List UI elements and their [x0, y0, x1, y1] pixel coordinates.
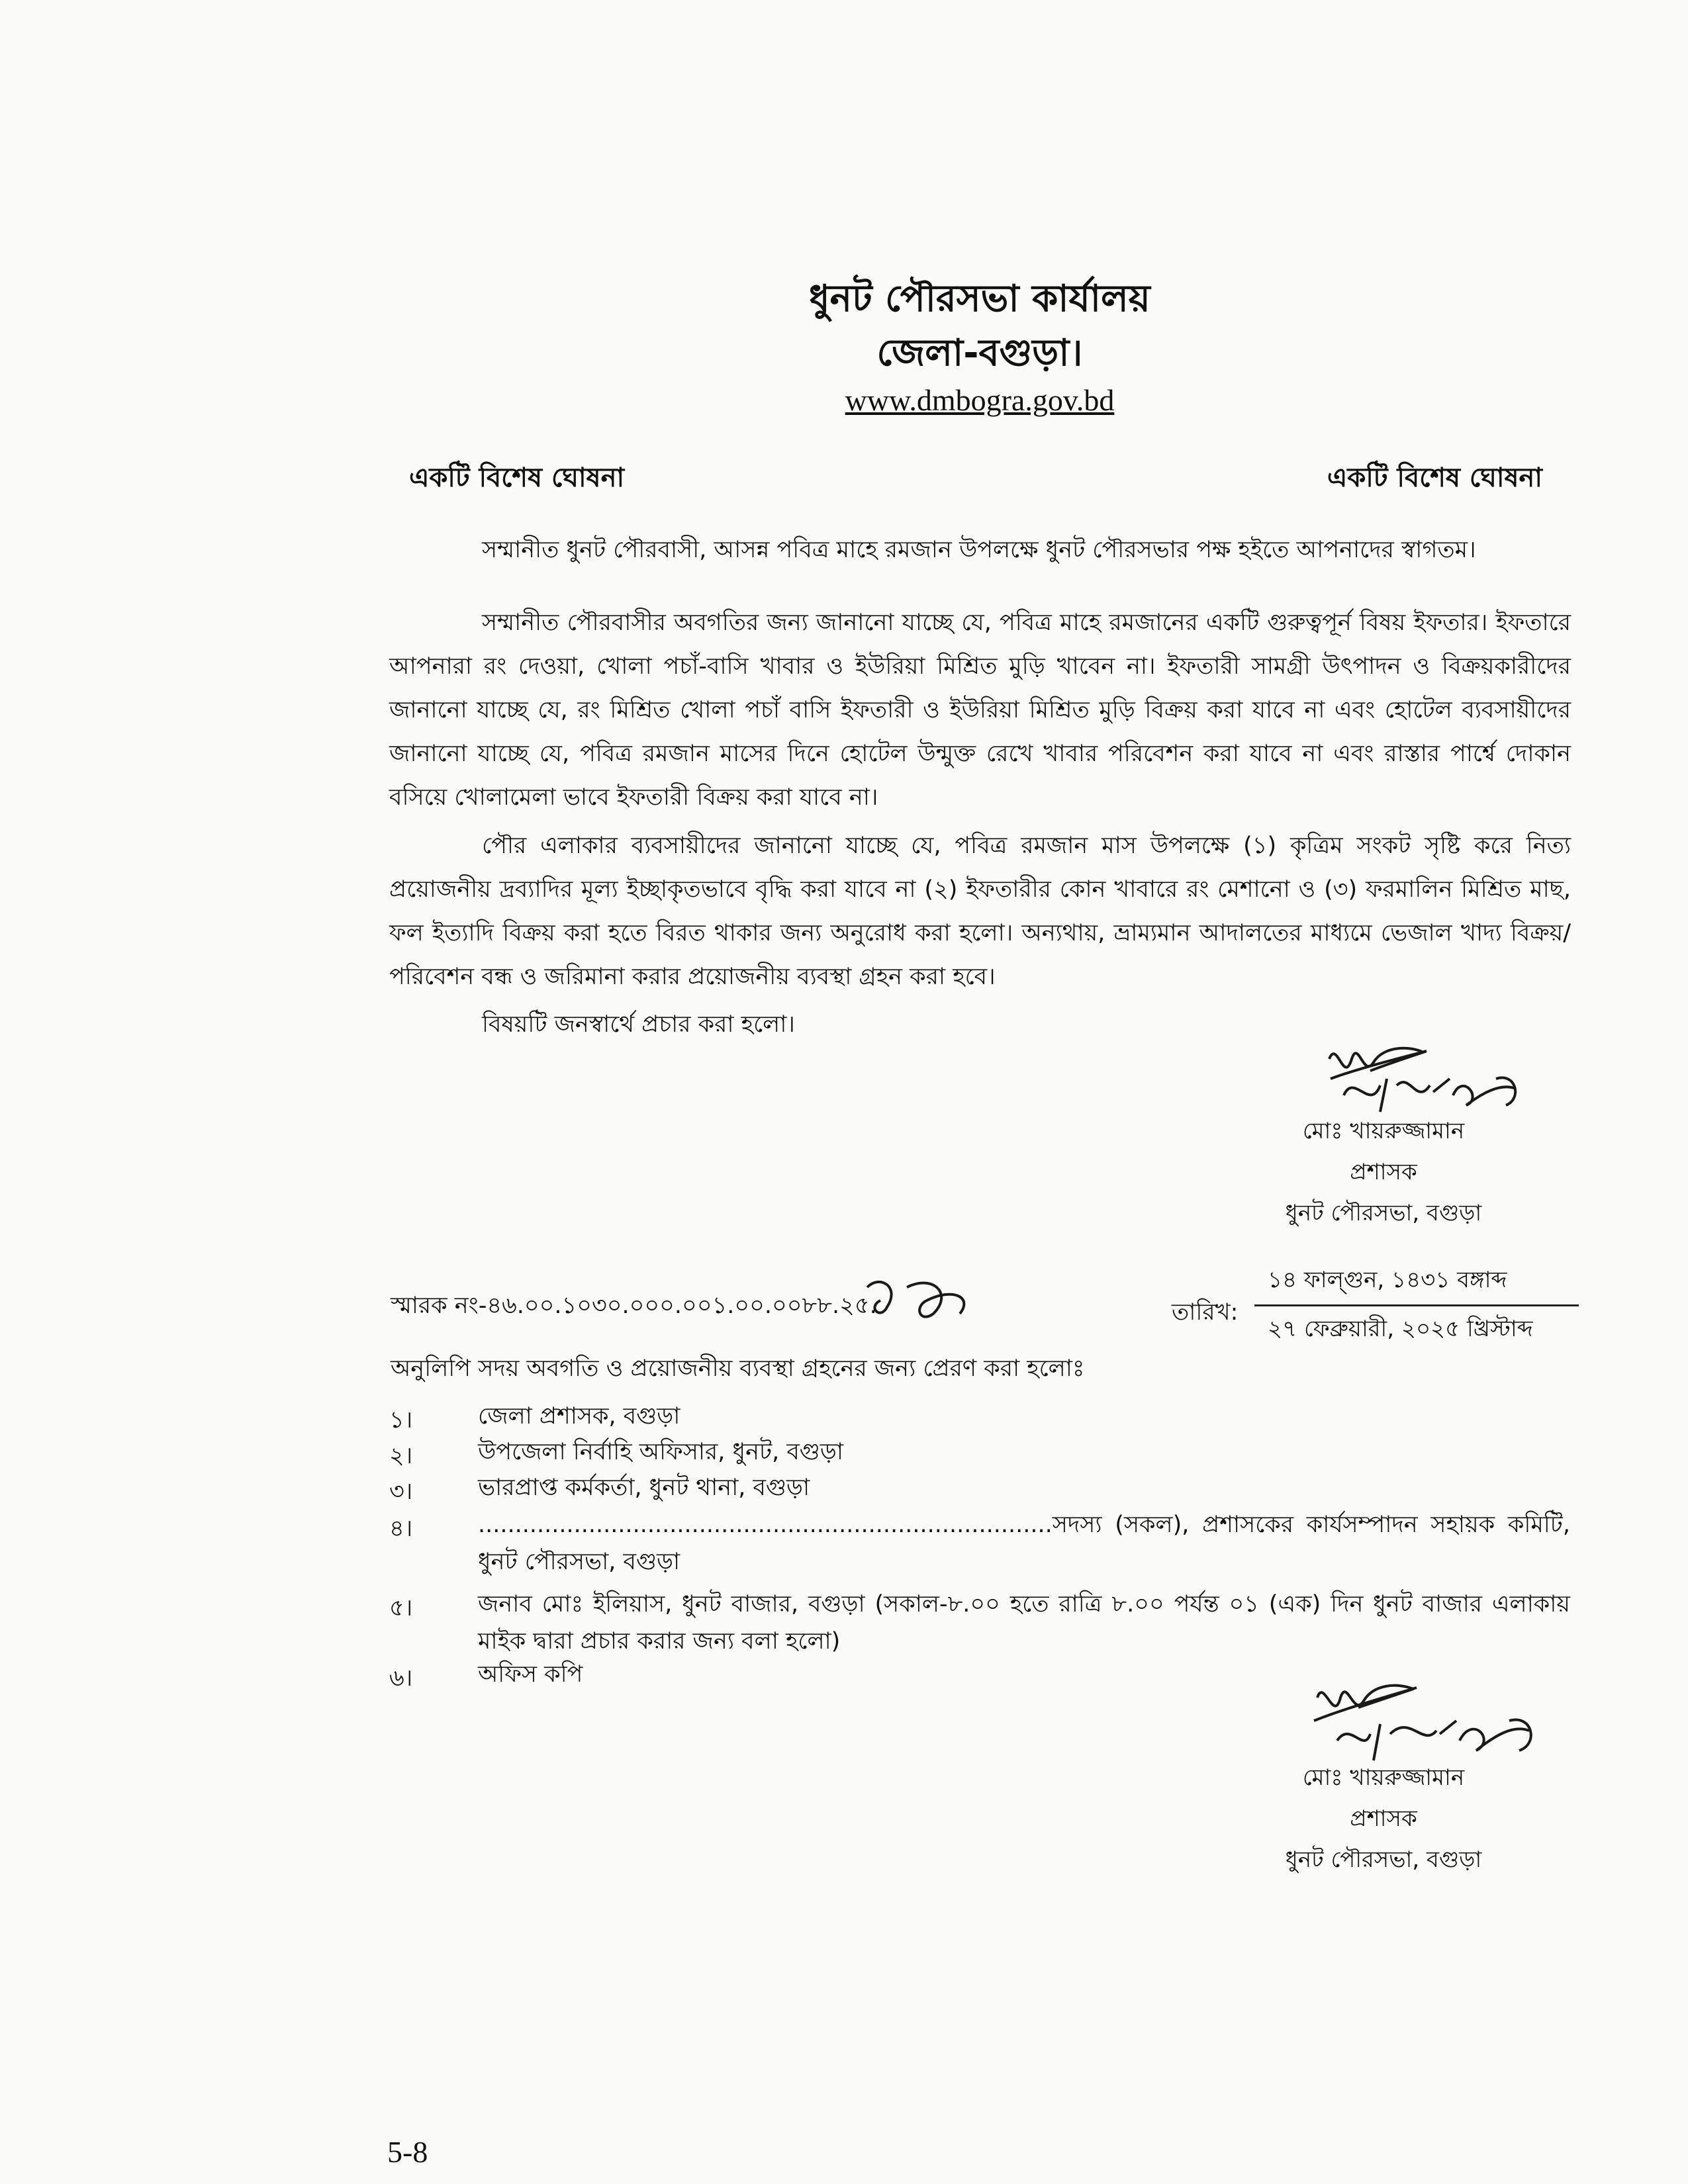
- signer-designation: প্রশাসক: [1350, 1159, 1417, 1185]
- signer-name: মোঃ খায়রুজ্জামান: [1302, 1764, 1465, 1791]
- signature-block-2: [1225, 1757, 1542, 1880]
- list-item-number: ৩।: [389, 1479, 413, 1505]
- date-bangla: ১৪ ফাল্গুন, ১৪৩১ বঙ্গাব্দ: [1254, 1263, 1579, 1306]
- paragraph-welcome: সম্মানীত ধুনট পৌরবাসী, আসন্ন পবিত্র মাহে রমজান উপলক্ষে ধুনট পৌরসভার পক্ষ হইতে আপনাদের স্বাগতম।: [482, 537, 1476, 563]
- district-title: জেলা-বগুড়া।: [876, 332, 1083, 375]
- list-item-number: ২।: [389, 1443, 413, 1469]
- office-title: ধুনট পৌরসভা কার্যালয়: [809, 277, 1150, 320]
- list-item: জেলা প্রশাসক, বগুড়া: [478, 1403, 680, 1430]
- list-item: জনাব মোঃ ইলিয়াস, ধুনট বাজার, বগুড়া (সকাল-৮.০০ হতে রাত্রি ৮.০০ পর্যন্ত ০১ (এক) দিন ধুনট বাজার এলাকায় মাইক দ্বারা প্রচার করার জন্য বলা হলো): [478, 1591, 1570, 1655]
- date-gregorian: ২৭ ফেব্রুয়ারী, ২০২৫ খ্রিস্টাব্দ: [1268, 1316, 1533, 1342]
- memo-number: স্মারক নং-৪৬.০০.১০৩০.০০০.০০১.০০.০০৮৮.২৫.: [391, 1293, 877, 1319]
- signer-name: মোঃ খায়রুজ্জামান: [1302, 1118, 1465, 1144]
- date-label: তারিখ:: [1172, 1299, 1239, 1326]
- signer-office: ধুনট পৌরসভা, বগুড়া: [1285, 1846, 1482, 1873]
- date-block: [1254, 1263, 1579, 1349]
- list-item-number: ১।: [389, 1407, 413, 1433]
- signature-block-1: [1225, 1111, 1542, 1234]
- copy-intro: অনুলিপি সদয় অবগতি ও প্রয়োজনীয় ব্যবস্থা গ্রহনের জন্য প্রেরণ করা হলোঃ: [391, 1355, 1085, 1382]
- page-number: 5-8: [387, 2135, 428, 2169]
- signer-designation: প্রশাসক: [1350, 1805, 1417, 1832]
- list-item: ..............................................................................সদস্য (সকল), প্রশাসকের কার্যসম্পাদন সহায়ক কমিটি, ধুনট পৌরসভা, বগুড়া: [478, 1512, 1570, 1575]
- notice-heading-left: একটি বিশেষ ঘোষনা: [409, 463, 625, 493]
- list-item: ভারপ্রাপ্ত কর্মকর্তা, ধুনট থানা, বগুড়া: [478, 1475, 810, 1501]
- list-item-number: ৪।: [389, 1516, 413, 1542]
- signer-office: ধুনট পৌরসভা, বগুড়া: [1285, 1200, 1482, 1226]
- list-item-number: ৬।: [389, 1665, 413, 1692]
- signature-scribble-2: [1297, 1668, 1549, 1767]
- notice-heading-right: একটি বিশেষ ঘোষনা: [1327, 463, 1542, 493]
- list-item: উপজেলা নির্বাহি অফিসার, ধুনট, বগুড়া: [478, 1439, 843, 1465]
- handwritten-memo-number: [854, 1267, 986, 1327]
- paragraph-traders-notice: পৌর এলাকার ব্যবসায়ীদের জানানো যাচ্ছে যে, পবিত্র রমজান মাস উপলক্ষে (১) কৃত্রিম সংকট সৃষ্টি করে নিত্য প্রয়োজনীয় দ্রব্যাদির মূল্য ইচ্ছাকৃতভাবে বৃদ্ধি করা যাবে না (২) ইফতারীর কোন খাবারে রং মেশানো ও (৩) ফরমালিন মিশ্রিত মাছ, ফল ইত্যাদি বিক্রয় করা হতে বিরত থাকার জন্য অনুরোধ করা হলো। অন্যথায়, ভ্রাম্যমান আদালতের মাধ্যমে ভেজাল খাদ্য বিক্রয়/পরিবেশন বন্ধ ও জরিমানা করার প্রয়োজনীয় ব্যবস্থা গ্রহন করা হবে।: [389, 833, 1571, 990]
- paragraph-iftar-notice: সম্মানীত পৌরবাসীর অবগতির জন্য জানানো যাচ্ছে যে, পবিত্র মাহে রমজানের একটি গুরুত্বপূর্ন বিষয় ইফতার। ইফতারে আপনারা রং দেওয়া, খোলা পচাঁ-বাসি খাবার ও ইউরিয়া মিশ্রিত মুড়ি খাবেন না। ইফতারী সামগ্রী উৎপাদন ও বিক্রয়কারীদের জানানো যাচ্ছে যে, রং মিশ্রিত খোলা পচাঁ বাসি ইফতারী ও ইউরিয়া মিশ্রিত মুড়ি বিক্রয় করা যাবে না এবং হোটেল ব্যবসায়ীদের জানানো যাচ্ছে যে, পবিত্র রমজান মাসের দিনে হোটেল উন্মুক্ত রেখে খাবার পরিবেশন করা যাবে না এবং রাস্তার পার্শ্বে দোকান বসিয়ে খোলামেলা ভাবে ইফতারী বিক্রয় করা যাবে না।: [389, 610, 1571, 811]
- list-item-number: ৫।: [389, 1595, 413, 1621]
- website-link[interactable]: www.dmbogra.gov.bd: [845, 383, 1115, 417]
- list-item: অফিস কপি: [478, 1661, 583, 1688]
- paragraph-publicity: বিষয়টি জনস্বার্থে প্রচার করা হলো।: [482, 1011, 795, 1038]
